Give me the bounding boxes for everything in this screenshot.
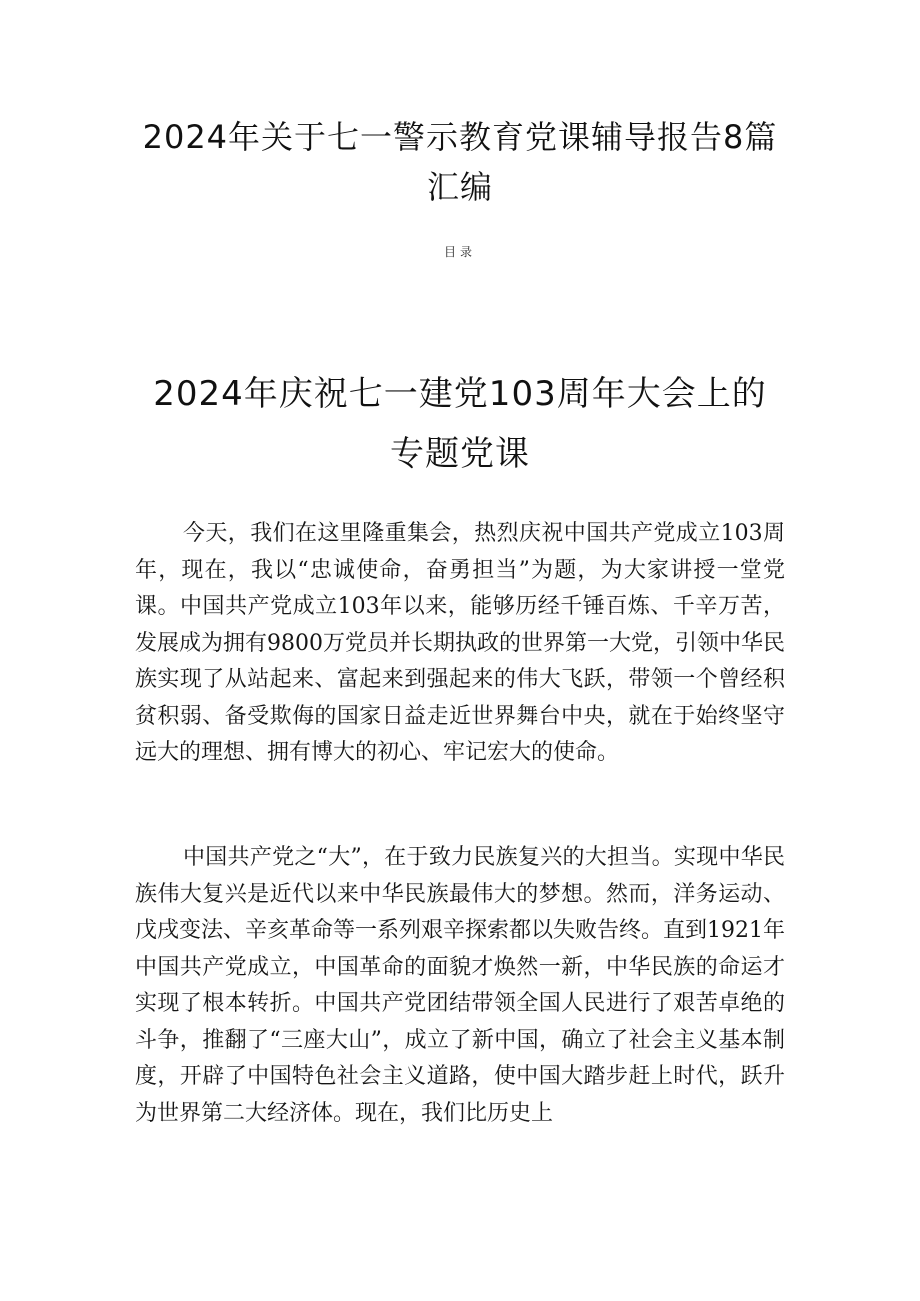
section-title: 2024年庆祝七一建党103周年大会上的专题党课 xyxy=(153,374,767,474)
body-paragraph-1: 今天，我们在这里隆重集会，热烈庆祝中国共产党成立103周年，现在，我以“忠诚使命，奋勇担当”为题，为大家讲授一堂党课。中国共产党成立103年以来，能够历经千锤百炼、千辛万苦，发展成为拥有9800万党员并长期执政的世界第一大党，引领中华民族实现了从站起来、富起来到强起来的伟大飞跃，带领一个曾经积贫积弱、备受欺侮的国家日益走近世界舞台中央，就在于始终坚守远大的理想、拥有博大的初心、牢记宏大的使命。 xyxy=(135,521,785,765)
table-of-contents-label: 目录 xyxy=(443,245,476,259)
document-title: 2024年关于七一警示教育党课辅导报告8篇汇编 xyxy=(142,118,778,206)
body-paragraph-2: 中国共产党之“大”，在于致力民族复兴的大担当。实现中华民族伟大复兴是近代以来中华民族最伟大的梦想。然而，洋务运动、戊戌变法、辛亥革命等一系列艰辛探索都以失败告终。直到1921年中国共产党成立，中国革命的面貌才焕然一新，中华民族的命运才实现了根本转折。中国共产党团结带领全国人民进行了艰苦卓绝的斗争，推翻了“三座大山”，成立了新中国，确立了社会主义基本制度，开辟了中国特色社会主义道路，使中国大踏步赶上时代，跃升为世界第二大经济体。现在，我们比历史上 xyxy=(135,845,785,1126)
